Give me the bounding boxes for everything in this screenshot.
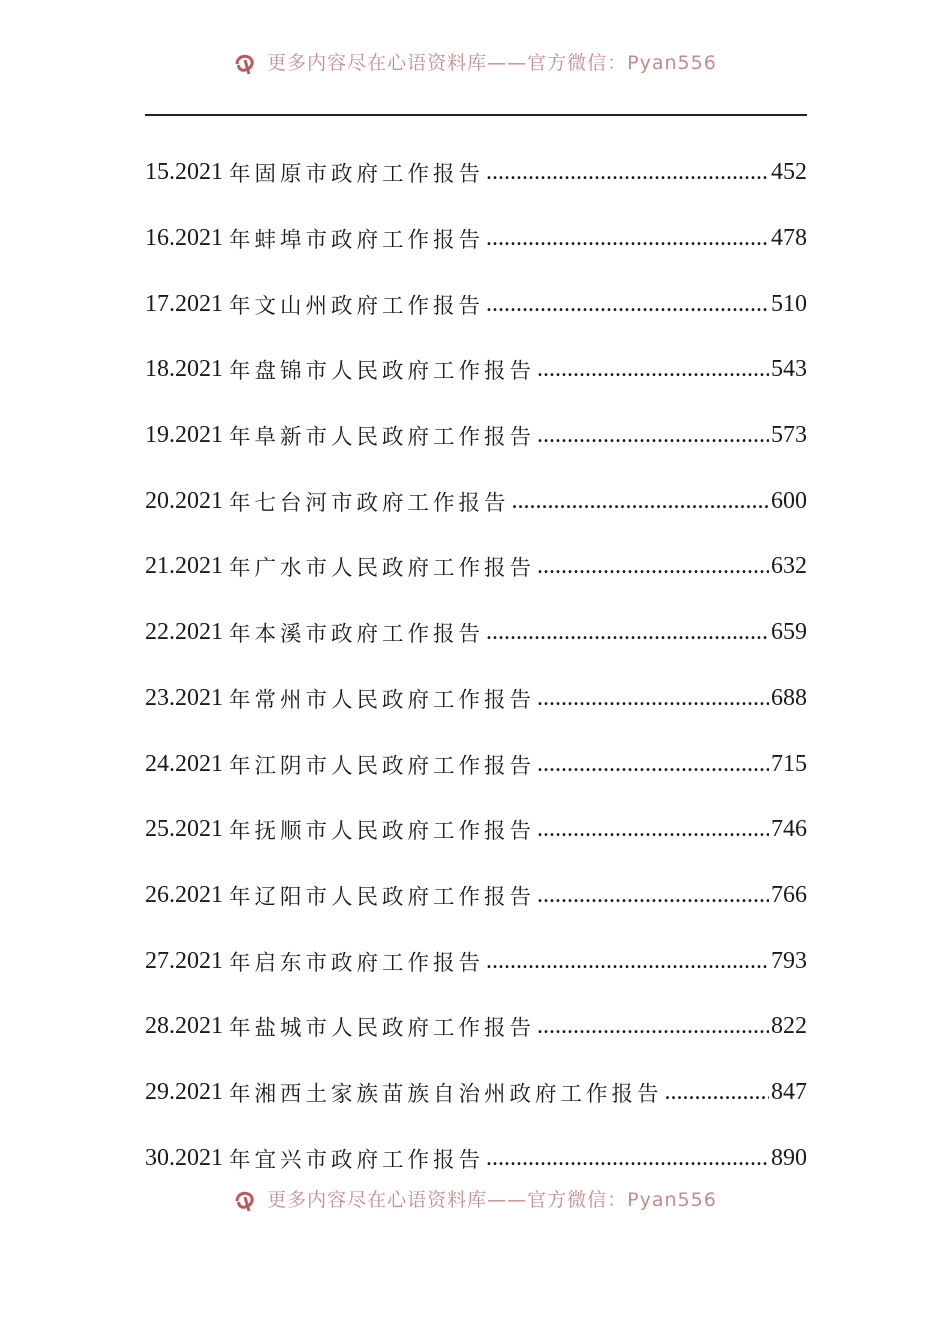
toc-dot-leader — [486, 619, 769, 646]
header-watermark-id: Pyan556 — [627, 52, 717, 74]
toc-entry-page: 452 — [771, 159, 807, 186]
toc-entry-page: 573 — [771, 422, 807, 449]
toc-entry-number: 27.2021 — [145, 947, 223, 974]
header-watermark-text: 更多内容尽在心语资料库——官方微信：Pyan556 — [267, 52, 717, 74]
toc-entry[interactable] — [145, 1125, 807, 1191]
toc-entry[interactable] — [145, 534, 807, 600]
toc-entry-page: 715 — [771, 750, 807, 777]
toc-entry-title: 年湘西土家族苗族自治州政府工作报告 — [229, 1081, 663, 1107]
toc-entry-number: 19.2021 — [145, 422, 223, 449]
toc-dot-leader — [537, 356, 769, 383]
toc-entry[interactable] — [145, 994, 807, 1060]
toc-entry-number: 28.2021 — [145, 1013, 223, 1040]
toc-dot-leader — [512, 488, 769, 515]
toc-entry-page: 632 — [771, 553, 807, 580]
toc-entry-page: 510 — [771, 290, 807, 317]
toc-entry-number: 25.2021 — [145, 816, 223, 843]
toc-entry-title: 年七台河市政府工作报告 — [229, 490, 510, 516]
toc-dot-leader — [486, 291, 769, 318]
toc-entry-title: 年辽阳市人民政府工作报告 — [229, 884, 536, 910]
toc-entry[interactable] — [145, 1060, 807, 1126]
toc-entry-title: 年文山州政府工作报告 — [229, 293, 485, 319]
toc-entry-title: 年阜新市人民政府工作报告 — [229, 425, 536, 451]
footer-watermark — [0, 1189, 950, 1223]
toc-dot-leader — [665, 1079, 769, 1106]
footer-watermark-id: Pyan556 — [627, 1189, 717, 1211]
toc-entry-title: 年固原市政府工作报告 — [229, 162, 485, 188]
toc-entry-title: 年盐城市人民政府工作报告 — [229, 1016, 536, 1042]
toc-entry-title: 年广水市人民政府工作报告 — [229, 556, 536, 582]
toc-dot-leader — [537, 422, 769, 449]
toc-entry[interactable] — [145, 600, 807, 666]
toc-entry[interactable] — [145, 863, 807, 929]
header-watermark — [0, 52, 950, 86]
toc-dot-leader — [486, 948, 769, 975]
toc-entry-page: 746 — [771, 816, 807, 843]
toc-entry-number: 15.2021 — [145, 159, 223, 186]
toc-entry-number: 17.2021 — [145, 290, 223, 317]
toc-entry-title: 年抚顺市人民政府工作报告 — [229, 819, 536, 845]
toc-entry-title: 年宜兴市政府工作报告 — [229, 1147, 485, 1173]
toc-entry-page: 766 — [771, 881, 807, 908]
toc-entry[interactable] — [145, 140, 807, 206]
toc-entry-title: 年启东市政府工作报告 — [229, 950, 485, 976]
footer-watermark-text: 更多内容尽在心语资料库——官方微信：Pyan556 — [267, 1189, 717, 1211]
toc-dot-leader — [537, 816, 769, 843]
toc-entry-number: 29.2021 — [145, 1078, 223, 1105]
toc-entry-number: 22.2021 — [145, 619, 223, 646]
toc-entry-page: 543 — [771, 356, 807, 383]
toc-entry[interactable] — [145, 468, 807, 534]
toc-entry-number: 23.2021 — [145, 684, 223, 711]
toc-entry-page: 822 — [771, 1013, 807, 1040]
toc-dot-leader — [486, 159, 769, 186]
toc-entry-title: 年常州市人民政府工作报告 — [229, 687, 536, 713]
toc-entry[interactable] — [145, 797, 807, 863]
toc-entry-number: 18.2021 — [145, 356, 223, 383]
toc-entry[interactable] — [145, 666, 807, 732]
toc-entry-page: 890 — [771, 1144, 807, 1171]
toc-entry-title: 年本溪市政府工作报告 — [229, 622, 485, 648]
toc-entry[interactable] — [145, 403, 807, 469]
brand-logo-icon — [233, 1189, 259, 1213]
toc-entry-number: 21.2021 — [145, 553, 223, 580]
toc-entry-page: 688 — [771, 684, 807, 711]
toc-dot-leader — [537, 882, 769, 909]
toc-entry-number: 24.2021 — [145, 750, 223, 777]
toc-entry[interactable] — [145, 271, 807, 337]
toc-entry-number: 30.2021 — [145, 1144, 223, 1171]
brand-logo-icon — [233, 52, 259, 76]
toc-dot-leader — [537, 1013, 769, 1040]
toc-entry[interactable] — [145, 337, 807, 403]
toc-dot-leader — [537, 553, 769, 580]
toc-entry[interactable] — [145, 928, 807, 994]
toc-dot-leader — [537, 685, 769, 712]
toc-entry-page: 600 — [771, 487, 807, 514]
toc-entry-page: 659 — [771, 619, 807, 646]
toc-entry-number: 16.2021 — [145, 225, 223, 252]
table-of-contents — [145, 140, 807, 1191]
toc-entry-number: 26.2021 — [145, 881, 223, 908]
toc-entry-title: 年蚌埠市政府工作报告 — [229, 228, 485, 254]
toc-entry[interactable] — [145, 731, 807, 797]
toc-entry-page: 478 — [771, 225, 807, 252]
header-rule — [145, 114, 807, 116]
toc-dot-leader — [537, 751, 769, 778]
toc-entry-title: 年盘锦市人民政府工作报告 — [229, 359, 536, 385]
toc-dot-leader — [486, 1145, 769, 1172]
toc-entry[interactable] — [145, 206, 807, 272]
toc-entry-page: 793 — [771, 947, 807, 974]
toc-dot-leader — [486, 225, 769, 252]
toc-entry-page: 847 — [771, 1078, 807, 1105]
toc-entry-title: 年江阴市人民政府工作报告 — [229, 753, 536, 779]
toc-entry-number: 20.2021 — [145, 487, 223, 514]
